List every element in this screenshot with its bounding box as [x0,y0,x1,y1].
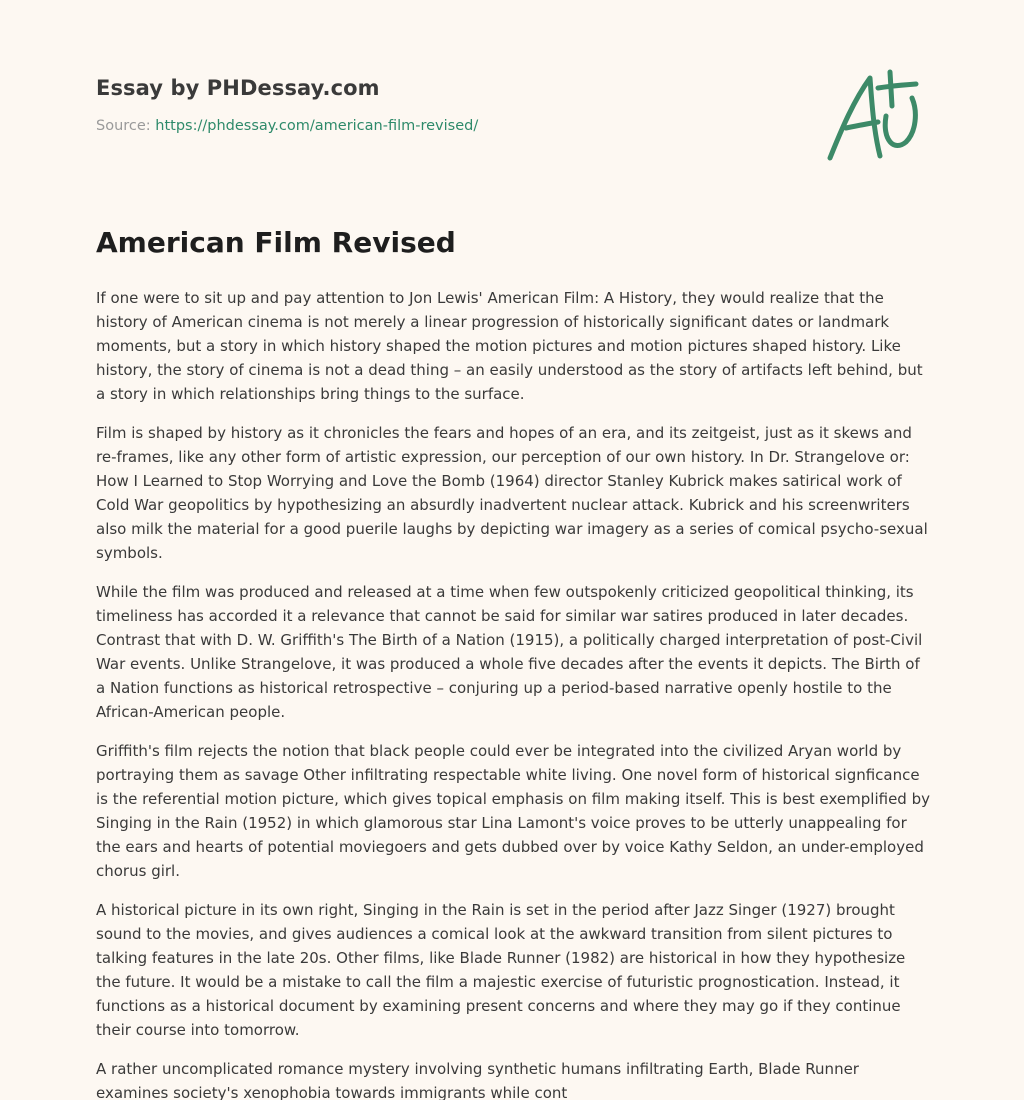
site-brand: Essay by PHDessay.com [96,76,380,100]
essay-body [96,286,932,1100]
essay-paragraph: Film is shaped by history as it chronicles the fears and hopes of an era, and its zeitgeist, just as it skews and re-frames, like any other form of artistic expression, our perception of our own history. In Dr. Strangelove or: How I Learned to Stop Worrying and Love the Bomb (1964) director Stanley Kubrick makes satirical work of Cold War geopolitics by hypothesizing an absurdly inadvertent nuclear attack. Kubrick and his screenwriters also milk the material for a good puerile laughs by depicting war imagery as a series of comical psycho-sexual symbols. [96,424,928,562]
essay-paragraph: A rather uncomplicated romance mystery involving synthetic humans infiltrating Earth, Blade Runner examines society's xenophobia towards immigrants while cont [96,1060,859,1100]
source-link[interactable]: https://phdessay.com/american-film-revised/ [155,118,479,134]
a-plus-grade-icon [820,66,930,166]
essay-paragraph: A historical picture in its own right, Singing in the Rain is set in the period after Jazz Singer (1927) brought sound to the movies, and gives audiences a comical look at the awkward transition from silent pictures to talking features in the late 20s. Other films, like Blade Runner (1982) are historical in how they hypothesize the future. It would be a mistake to call the film a majestic exercise of futuristic prognostication. Instead, it functions as a historical document by examining present concerns and where they may go if they continue their course into tomorrow. [96,901,906,1039]
page-header [96,76,656,134]
essay-paragraph: If one were to sit up and pay attention to Jon Lewis' American Film: A History, they would realize that the history of American cinema is not merely a linear progression of historically significant dates or landmark moments, but a story in which history shaped the motion pictures and motion pictures shaped history. Like history, the story of cinema is not a dead thing – an easily understood as the story of artifacts left behind, but a story in which relationships bring things to the surface. [96,289,923,403]
essay-paragraph: Griffith's film rejects the notion that black people could ever be integrated into the civilized Aryan world by portraying them as savage Other infiltrating respectable white living. One novel form of historical signficance is the referential motion picture, which gives topical emphasis on film making itself. This is best exemplified by Singing in the Rain (1952) in which glamorous star Lina Lamont's voice proves to be utterly unappealing for the ears and hearts of potential moviegoers and gets dubbed over by voice Kathy Seldon, an under-employed chorus girl. [96,742,930,880]
essay-title: American Film Revised [96,226,456,259]
source-label: Source: [96,118,151,134]
essay-paragraph: While the film was produced and released at a time when few outspokenly criticized geopolitical thinking, its timeliness has accorded it a relevance that cannot be said for similar war satires produced in later decades. Contrast that with D. W. Griffith's The Birth of a Nation (1915), a politically charged interpretation of post-Civil War events. Unlike Strangelove, it was produced a whole five decades after the events it depicts. The Birth of a Nation functions as historical retrospective – conjuring up a period-based narrative openly hostile to the African-American people. [96,583,923,721]
source-line [96,118,656,134]
